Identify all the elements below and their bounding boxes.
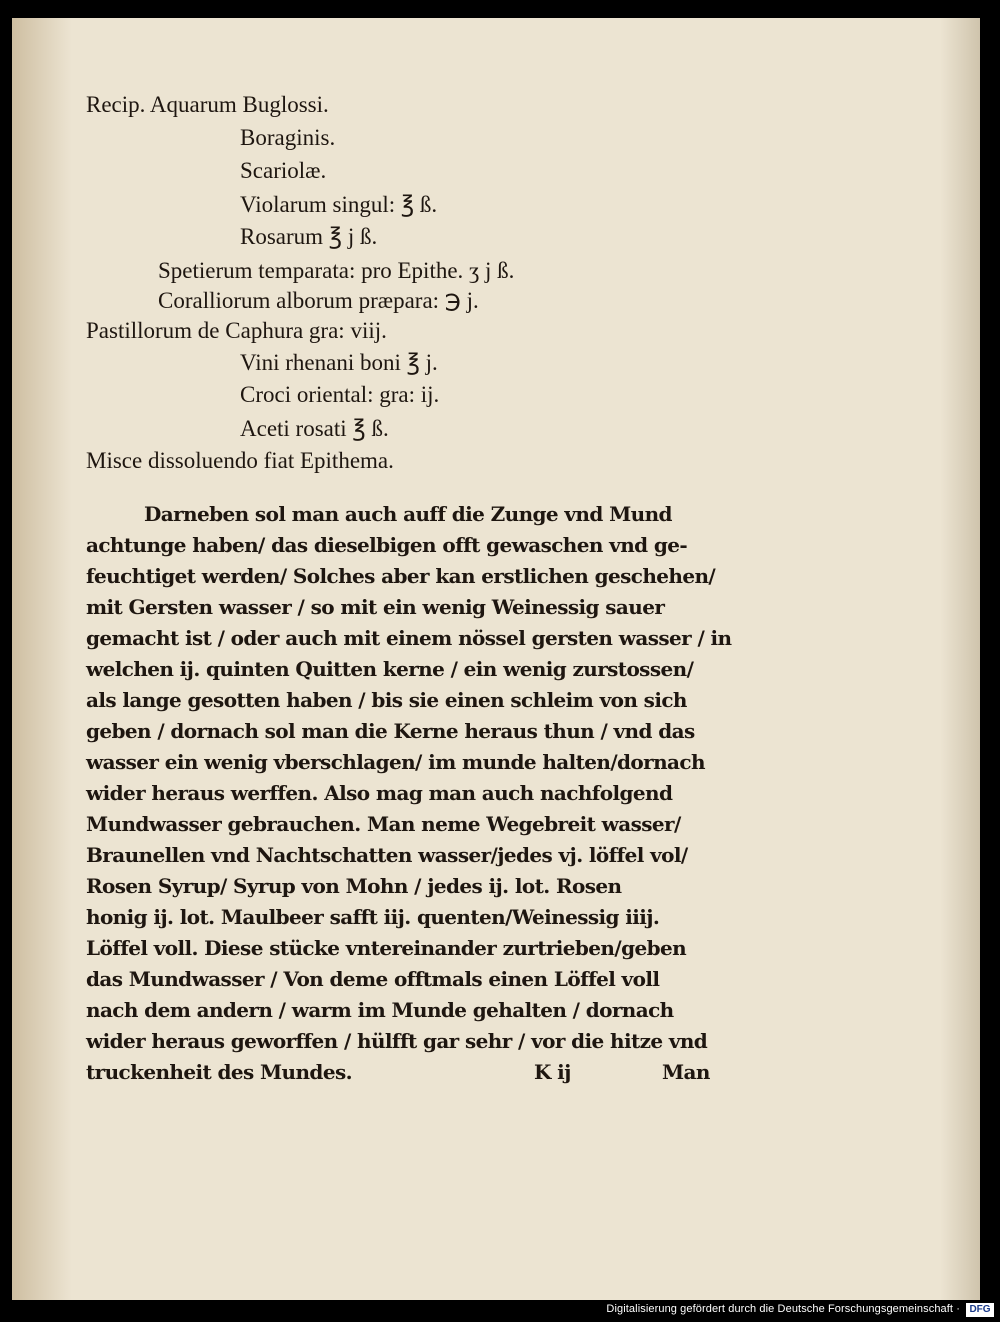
body-line: mit Gersten wasser / so mit ein wenig Weinessig sauer <box>86 595 665 619</box>
dfg-logo-icon: DFG <box>966 1303 994 1317</box>
recipe-line: Misce dissoluendo fiat Epithema. <box>86 448 394 473</box>
body-line: wasser ein wenig vberschlagen/ im munde halten/dornach <box>86 750 705 774</box>
recipe-line: Boraginis. <box>240 125 336 150</box>
body-line: welchen ij. quinten Quitten kerne / ein wenig zurstossen/ <box>86 657 694 681</box>
footer-bar <box>0 1300 1000 1322</box>
body-line: gemacht ist / oder auch mit einem nössel gersten wasser / in <box>86 626 732 650</box>
recipe-line: Spetierum temparata: pro Epithe. ʒ j ß. <box>158 258 515 283</box>
body-line: Mundwasser gebrauchen. Man neme Wegebreit wasser/ <box>86 812 681 836</box>
recipe-line: Aceti rosati ℥ ß. <box>240 416 389 441</box>
body-line: achtunge haben/ das dieselbigen offt gewaschen vnd ge- <box>86 533 688 557</box>
body-line: truckenheit des Mundes. <box>86 1060 352 1084</box>
body-line: feuchtiget werden/ Solches aber kan erstlichen geschehen/ <box>86 564 716 588</box>
recipe-line: Recip. Aquarum Buglossi. <box>86 92 329 117</box>
recipe-line: Croci oriental: gra: ij. <box>240 382 440 407</box>
recipe-line: Violarum singul: ℥ ß. <box>240 192 438 217</box>
recipe-line: Vini rhenani boni ℥ j. <box>240 350 438 375</box>
footer-credit: Digitalisierung gefördert durch die Deutsche Forschungsgemeinschaft · <box>606 1303 960 1315</box>
recipe-line: Rosarum ℥ j ß. <box>240 224 378 249</box>
body-line: geben / dornach sol man die Kerne heraus thun / vnd das <box>86 719 695 743</box>
body-line: Braunellen vnd Nachtschatten wasser/jedes vj. löffel vol/ <box>86 843 688 867</box>
body-line: wider heraus geworffen / hülfft gar sehr / vor die hitze vnd <box>86 1029 708 1053</box>
body-line: als lange gesotten haben / bis sie einen schleim von sich <box>86 688 687 712</box>
recipe-line: Scariolæ. <box>240 158 327 183</box>
body-line: wider heraus werffen. Also mag man auch nachfolgend <box>86 781 673 805</box>
body-line: Löffel voll. Diese stücke vntereinander zurtrieben/geben <box>86 936 687 960</box>
body-line: Rosen Syrup/ Syrup von Mohn / jedes ij. lot. Rosen <box>86 874 622 898</box>
body-line: das Mundwasser / Von deme offtmals einen Löffel voll <box>86 967 660 991</box>
signature-mark: K ij <box>534 1060 571 1084</box>
document-page <box>12 18 980 1300</box>
recipe-line: Pastillorum de Caphura gra: viij. <box>86 318 387 343</box>
body-line: nach dem andern / warm im Munde gehalten / dornach <box>86 998 674 1022</box>
recipe-line: Coralliorum alborum præpara: ℈ j. <box>158 288 479 313</box>
body-line: Darneben sol man auch auff die Zunge vnd Mund <box>144 502 672 526</box>
body-line: honig ij. lot. Maulbeer safft iij. quenten/Weinessig iiij. <box>86 905 660 929</box>
catchword: Man <box>662 1060 710 1084</box>
